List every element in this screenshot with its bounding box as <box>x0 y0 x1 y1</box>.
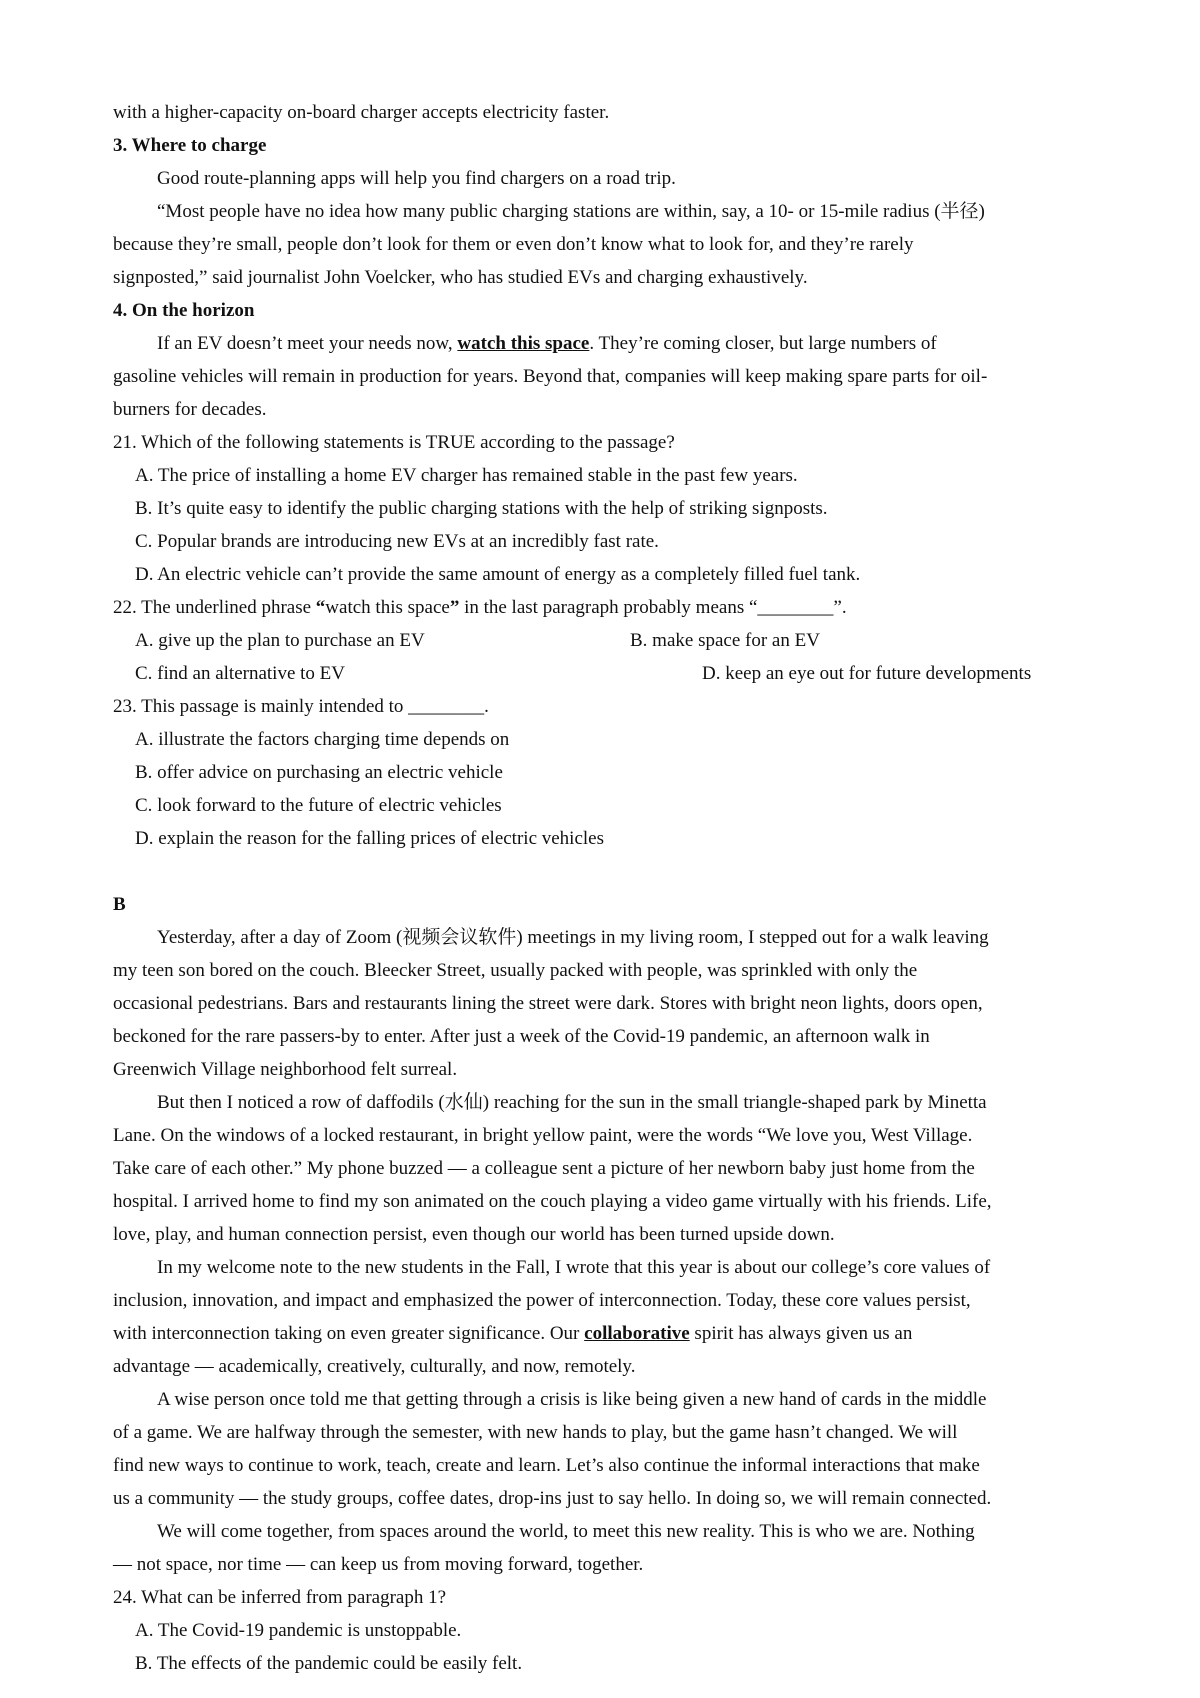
paragraph-line: signposted,” said journalist John Voelcker, who has studied EVs and charging exhaustively. <box>113 267 808 288</box>
underlined-phrase: watch this space <box>457 333 590 354</box>
text-segment: in the last paragraph probably means “________”. <box>459 597 847 618</box>
carryover-line: with a higher-capacity on-board charger accepts electricity faster. <box>113 102 610 123</box>
option-a: A. give up the plan to purchase an EV <box>135 630 425 651</box>
option-d: D. explain the reason for the falling prices of electric vehicles <box>135 828 604 849</box>
paragraph-line: In my welcome note to the new students in the Fall, I wrote that this year is about our college’s core values of <box>157 1257 991 1278</box>
paragraph-line <box>113 1322 912 1346</box>
paragraph-line: hospital. I arrived home to find my son animated on the couch playing a video game virtually with his friends. Life, <box>113 1191 992 1212</box>
paragraph-line: find new ways to continue to work, teach, create and learn. Let’s also continue the informal interactions that make <box>113 1455 980 1476</box>
paragraph-line <box>157 332 937 356</box>
paragraph-line: beckoned for the rare passers-by to enter. After just a week of the Covid-19 pandemic, an afternoon walk in <box>113 1026 930 1047</box>
paragraph-line: advantage — academically, creatively, culturally, and now, remotely. <box>113 1356 636 1377</box>
text-segment: spirit has always given us an <box>689 1323 913 1344</box>
question-stem: 23. This passage is mainly intended to ________. <box>113 696 489 717</box>
underlined-word: collaborative <box>584 1323 690 1344</box>
option-c: C. Popular brands are introducing new EVs at an incredibly fast rate. <box>135 531 659 552</box>
paragraph-line: A wise person once told me that getting through a crisis is like being given a new hand of cards in the middle <box>157 1389 987 1410</box>
paragraph-line: gasoline vehicles will remain in production for years. Beyond that, companies will keep making spare parts for oil- <box>113 366 988 387</box>
paragraph-line: — not space, nor time — can keep us from moving forward, together. <box>113 1554 644 1575</box>
paragraph-line: inclusion, innovation, and impact and emphasized the power of interconnection. Today, these core values persist, <box>113 1290 971 1311</box>
option-b: B. make space for an EV <box>630 630 820 651</box>
heading-on-the-horizon: 4. On the horizon <box>113 300 255 321</box>
paragraph-line: “Most people have no idea how many public charging stations are within, say, a 10- or 15-mile radius (半径) <box>157 201 985 222</box>
paragraph-line: Yesterday, after a day of Zoom (视频会议软件) meetings in my living room, I stepped out for a walk leaving <box>157 927 989 948</box>
paragraph-line: love, play, and human connection persist, even though our world has been turned upside down. <box>113 1224 835 1245</box>
question-stem <box>113 596 847 620</box>
question-stem: 24. What can be inferred from paragraph 1? <box>113 1587 447 1608</box>
quote-mark: ” <box>449 597 460 618</box>
paragraph-line: us a community — the study groups, coffee dates, drop-ins just to say hello. In doing so, we will remain connected. <box>113 1488 992 1509</box>
option-d: D. An electric vehicle can’t provide the same amount of energy as a completely filled fuel tank. <box>135 564 861 585</box>
paragraph-line: Good route-planning apps will help you find chargers on a road trip. <box>157 168 676 189</box>
heading-where-to-charge: 3. Where to charge <box>113 135 267 156</box>
option-d: D. keep an eye out for future developments <box>702 663 1032 684</box>
paragraph-line: Lane. On the windows of a locked restaurant, in bright yellow paint, were the words “We love you, West Village. <box>113 1125 973 1146</box>
option-a: A. The price of installing a home EV charger has remained stable in the past few years. <box>135 465 798 486</box>
paragraph-line: occasional pedestrians. Bars and restaurants lining the street were dark. Stores with bright neon lights, doors open, <box>113 993 983 1014</box>
option-c: C. look forward to the future of electric vehicles <box>135 795 502 816</box>
text-segment: If an EV doesn’t meet your needs now, <box>157 333 458 354</box>
text-segment: with interconnection taking on even greater significance. Our <box>113 1323 585 1344</box>
question-stem: 21. Which of the following statements is TRUE according to the passage? <box>113 432 675 453</box>
paragraph-line: burners for decades. <box>113 399 267 420</box>
paragraph-line: of a game. We are halfway through the semester, with new hands to play, but the game hasn’t changed. We will <box>113 1422 958 1443</box>
option-b: B. It’s quite easy to identify the public charging stations with the help of striking signposts. <box>135 498 828 519</box>
paragraph-line: Take care of each other.” My phone buzzed — a colleague sent a picture of her newborn baby just home from the <box>113 1158 975 1179</box>
option-b: B. The effects of the pandemic could be easily felt. <box>135 1653 523 1674</box>
option-a: A. illustrate the factors charging time depends on <box>135 729 510 750</box>
paragraph-line: my teen son bored on the couch. Bleecker Street, usually packed with people, was sprinkled with only the <box>113 960 918 981</box>
section-label-b: B <box>113 894 126 915</box>
quote-mark: “ <box>315 597 326 618</box>
option-a: A. The Covid-19 pandemic is unstoppable. <box>135 1620 462 1641</box>
paragraph-line: because they’re small, people don’t look for them or even don’t know what to look for, and they’re rarely <box>113 234 914 255</box>
text-segment: . They’re coming closer, but large numbers of <box>589 333 937 354</box>
quoted-phrase: watch this space <box>325 597 450 618</box>
text-segment: 22. The underlined phrase <box>113 597 316 618</box>
paragraph-line: We will come together, from spaces around the world, to meet this new reality. This is who we are. Nothing <box>157 1521 975 1542</box>
option-c: C. find an alternative to EV <box>135 663 345 684</box>
option-b: B. offer advice on purchasing an electric vehicle <box>135 762 503 783</box>
paragraph-line: Greenwich Village neighborhood felt surreal. <box>113 1059 458 1080</box>
paragraph-line: But then I noticed a row of daffodils (水仙) reaching for the sun in the small triangle-shaped park by Minetta <box>157 1092 987 1113</box>
